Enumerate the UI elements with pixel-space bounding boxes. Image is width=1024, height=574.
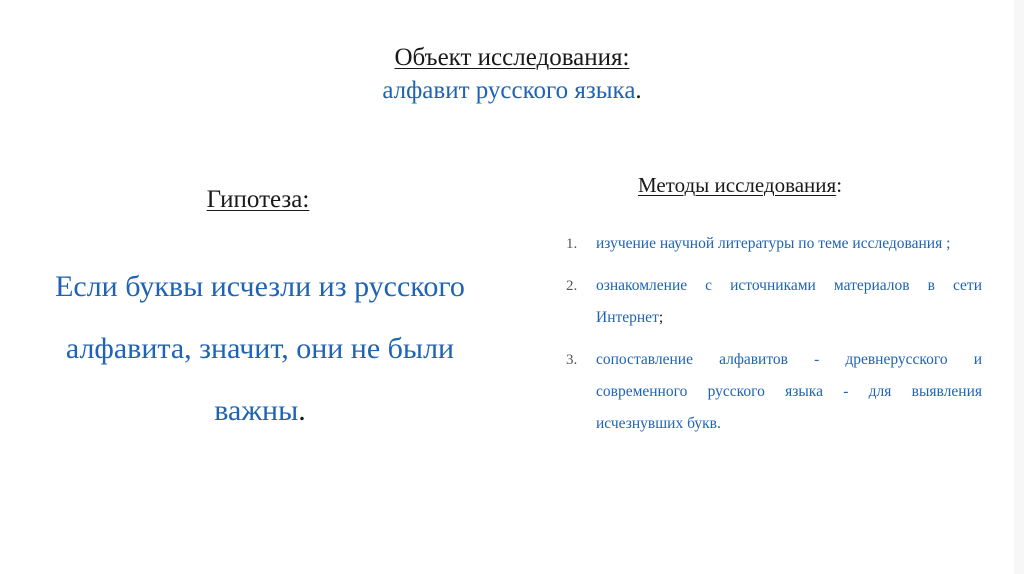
list-item-number: 3. bbox=[566, 352, 578, 368]
research-object-value bbox=[0, 74, 1024, 108]
research-object-heading: Объект исследования: bbox=[394, 44, 630, 71]
methods-heading-text: Методы исследования bbox=[637, 173, 837, 197]
research-object-period: . bbox=[635, 77, 642, 104]
hypothesis-period: . bbox=[298, 394, 306, 427]
title-block bbox=[0, 42, 1024, 108]
hypothesis-body: Если буквы исчезли из русского алфавита, значит, они не были важны bbox=[55, 270, 465, 427]
methods-heading-colon: : bbox=[836, 173, 843, 197]
list-item-number: 2. bbox=[566, 278, 578, 294]
list-item-number: 1. bbox=[566, 236, 578, 252]
methods-list bbox=[560, 228, 982, 450]
hypothesis-heading: Гипотеза: bbox=[206, 186, 310, 213]
list-item bbox=[560, 228, 982, 260]
list-item-text: изучение научной литературы по теме исследования ; bbox=[596, 235, 951, 252]
methods-heading bbox=[580, 173, 900, 198]
list-item bbox=[560, 270, 982, 334]
list-item-suffix: ; bbox=[658, 309, 664, 326]
hypothesis-text bbox=[40, 256, 480, 442]
list-item bbox=[560, 344, 982, 440]
list-item-body: ознакомление с источниками материалов в сети Интернет bbox=[596, 277, 982, 326]
research-object-text: алфавит русского языка bbox=[382, 77, 636, 104]
list-item-text bbox=[596, 270, 982, 334]
list-item-text: сопоставление алфавитов - древнерусского и современного русского языка - для выявления исчезнувших букв. bbox=[596, 351, 982, 432]
